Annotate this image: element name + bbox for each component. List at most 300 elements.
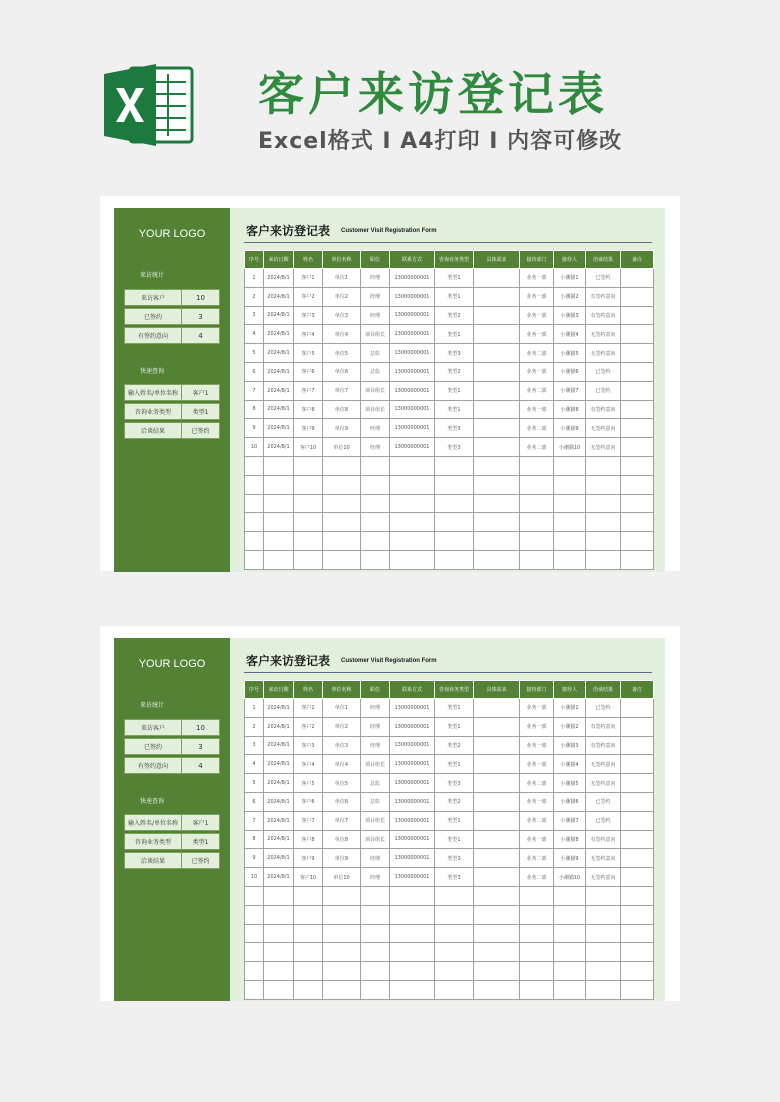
table-cell[interactable]: 业务一部 <box>520 287 554 306</box>
query-value[interactable]: 客户1 <box>182 384 220 401</box>
table-cell[interactable]: 2024/8/1 <box>264 736 294 755</box>
table-cell[interactable] <box>520 550 554 569</box>
table-cell[interactable]: 业务二部 <box>520 868 554 887</box>
table-cell[interactable] <box>621 980 654 999</box>
table-cell[interactable]: 单位8 <box>323 400 361 419</box>
table-cell[interactable]: 13000000001 <box>390 755 435 774</box>
table-cell[interactable]: 业务一部 <box>520 362 554 381</box>
table-cell[interactable]: 无签约意向 <box>586 774 621 793</box>
table-cell[interactable] <box>361 475 390 494</box>
table-cell[interactable]: 有签约意向 <box>586 736 621 755</box>
table-cell[interactable] <box>264 513 294 532</box>
table-cell[interactable]: 总监 <box>361 792 390 811</box>
table-cell[interactable] <box>621 792 654 811</box>
table-cell[interactable] <box>294 943 323 962</box>
table-cell[interactable]: 单位9 <box>323 419 361 438</box>
table-cell[interactable]: 13000000001 <box>390 438 435 457</box>
table-cell[interactable]: 2024/8/1 <box>264 755 294 774</box>
table-cell[interactable]: 13000000001 <box>390 287 435 306</box>
table-cell[interactable] <box>474 811 520 830</box>
table-cell[interactable] <box>474 980 520 999</box>
table-cell[interactable]: 3 <box>245 306 264 325</box>
table-cell[interactable] <box>294 886 323 905</box>
table-cell[interactable]: 类型1 <box>435 381 474 400</box>
table-cell[interactable] <box>435 980 474 999</box>
table-cell[interactable]: 客户8 <box>294 830 323 849</box>
table-cell[interactable] <box>520 886 554 905</box>
table-cell[interactable] <box>264 494 294 513</box>
table-cell[interactable] <box>294 962 323 981</box>
table-cell[interactable]: 10 <box>245 868 264 887</box>
table-cell[interactable] <box>586 475 621 494</box>
table-cell[interactable]: 13000000001 <box>390 736 435 755</box>
table-cell[interactable]: 1 <box>245 699 264 718</box>
table-cell[interactable] <box>474 962 520 981</box>
table-cell[interactable]: 小潮猫7 <box>554 811 586 830</box>
table-cell[interactable]: 客户1 <box>294 699 323 718</box>
table-cell[interactable]: 业务一部 <box>520 699 554 718</box>
table-cell[interactable]: 无签约意向 <box>586 344 621 363</box>
table-cell[interactable]: 已签约 <box>586 699 621 718</box>
table-cell[interactable] <box>474 494 520 513</box>
table-cell[interactable]: 总监 <box>361 344 390 363</box>
table-cell[interactable]: 13000000001 <box>390 792 435 811</box>
table-cell[interactable]: 单位3 <box>323 306 361 325</box>
table-cell[interactable]: 客户3 <box>294 736 323 755</box>
table-cell[interactable]: 项目组长 <box>361 400 390 419</box>
table-cell[interactable] <box>621 811 654 830</box>
table-cell[interactable] <box>435 494 474 513</box>
table-cell[interactable] <box>621 362 654 381</box>
table-cell[interactable] <box>435 886 474 905</box>
table-cell[interactable]: 业务一部 <box>520 325 554 344</box>
table-cell[interactable]: 2024/8/1 <box>264 400 294 419</box>
table-cell[interactable] <box>586 943 621 962</box>
table-cell[interactable] <box>390 532 435 551</box>
table-cell[interactable]: 客户2 <box>294 717 323 736</box>
table-cell[interactable] <box>264 532 294 551</box>
table-cell[interactable] <box>361 532 390 551</box>
table-cell[interactable]: 客户5 <box>294 774 323 793</box>
table-cell[interactable] <box>586 886 621 905</box>
table-cell[interactable]: 无签约意向 <box>586 849 621 868</box>
table-cell[interactable] <box>294 513 323 532</box>
table-cell[interactable]: 13000000001 <box>390 830 435 849</box>
table-cell[interactable] <box>474 943 520 962</box>
table-cell[interactable] <box>474 792 520 811</box>
table-cell[interactable]: 4 <box>245 755 264 774</box>
table-cell[interactable]: 客户9 <box>294 419 323 438</box>
table-cell[interactable] <box>264 550 294 569</box>
table-cell[interactable] <box>474 886 520 905</box>
table-cell[interactable] <box>323 980 361 999</box>
table-cell[interactable]: 业务二部 <box>520 438 554 457</box>
table-cell[interactable] <box>323 456 361 475</box>
table-cell[interactable] <box>520 494 554 513</box>
table-cell[interactable] <box>323 886 361 905</box>
table-cell[interactable] <box>294 924 323 943</box>
table-cell[interactable]: 小潮猫2 <box>554 287 586 306</box>
table-cell[interactable]: 已签约 <box>586 269 621 288</box>
table-cell[interactable] <box>586 550 621 569</box>
table-cell[interactable] <box>554 905 586 924</box>
table-cell[interactable] <box>245 905 264 924</box>
table-cell[interactable]: 13000000001 <box>390 381 435 400</box>
table-cell[interactable] <box>294 456 323 475</box>
table-cell[interactable] <box>361 924 390 943</box>
table-cell[interactable]: 有签约意向 <box>586 306 621 325</box>
table-cell[interactable]: 类型2 <box>435 792 474 811</box>
table-cell[interactable] <box>621 325 654 344</box>
table-cell[interactable]: 客户3 <box>294 306 323 325</box>
table-cell[interactable] <box>621 400 654 419</box>
table-cell[interactable]: 客户4 <box>294 755 323 774</box>
query-value[interactable]: 已签约 <box>182 852 220 869</box>
table-cell[interactable]: 6 <box>245 792 264 811</box>
table-cell[interactable] <box>323 924 361 943</box>
table-cell[interactable]: 单位6 <box>323 792 361 811</box>
table-cell[interactable] <box>554 924 586 943</box>
table-cell[interactable]: 2024/8/1 <box>264 699 294 718</box>
table-cell[interactable] <box>554 532 586 551</box>
table-cell[interactable]: 单位10 <box>323 438 361 457</box>
table-cell[interactable]: 小潮猫4 <box>554 325 586 344</box>
table-cell[interactable]: 总监 <box>361 774 390 793</box>
table-cell[interactable]: 项目组长 <box>361 325 390 344</box>
table-cell[interactable]: 小潮猫10 <box>554 438 586 457</box>
table-cell[interactable]: 7 <box>245 811 264 830</box>
table-cell[interactable]: 业务一部 <box>520 306 554 325</box>
table-cell[interactable]: 13000000001 <box>390 774 435 793</box>
table-cell[interactable]: 8 <box>245 400 264 419</box>
table-cell[interactable]: 2024/8/1 <box>264 868 294 887</box>
table-cell[interactable]: 类型1 <box>435 830 474 849</box>
table-cell[interactable] <box>245 513 264 532</box>
table-cell[interactable] <box>245 494 264 513</box>
table-cell[interactable]: 单位5 <box>323 774 361 793</box>
table-cell[interactable] <box>586 924 621 943</box>
table-cell[interactable] <box>435 962 474 981</box>
table-cell[interactable]: 小潮猫9 <box>554 849 586 868</box>
table-cell[interactable]: 9 <box>245 849 264 868</box>
table-cell[interactable] <box>586 532 621 551</box>
table-cell[interactable]: 13000000001 <box>390 811 435 830</box>
table-cell[interactable]: 单位3 <box>323 736 361 755</box>
table-cell[interactable]: 13000000001 <box>390 344 435 363</box>
table-cell[interactable] <box>621 550 654 569</box>
table-cell[interactable]: 类型1 <box>435 269 474 288</box>
table-cell[interactable]: 无签约意向 <box>586 755 621 774</box>
table-cell[interactable] <box>264 456 294 475</box>
table-cell[interactable]: 业务二部 <box>520 774 554 793</box>
table-cell[interactable]: 经理 <box>361 868 390 887</box>
table-cell[interactable]: 类型1 <box>435 717 474 736</box>
table-cell[interactable] <box>621 849 654 868</box>
table-cell[interactable]: 经理 <box>361 438 390 457</box>
table-cell[interactable] <box>361 905 390 924</box>
table-cell[interactable] <box>554 943 586 962</box>
table-cell[interactable] <box>474 699 520 718</box>
query-value[interactable]: 类型1 <box>182 833 220 850</box>
table-cell[interactable] <box>621 269 654 288</box>
table-cell[interactable] <box>294 532 323 551</box>
table-cell[interactable] <box>294 494 323 513</box>
table-cell[interactable] <box>621 381 654 400</box>
table-cell[interactable]: 2024/8/1 <box>264 419 294 438</box>
table-cell[interactable]: 13000000001 <box>390 306 435 325</box>
table-cell[interactable]: 业务二部 <box>520 811 554 830</box>
table-cell[interactable]: 小潮猫4 <box>554 755 586 774</box>
table-cell[interactable] <box>520 924 554 943</box>
table-cell[interactable]: 单位10 <box>323 868 361 887</box>
table-cell[interactable] <box>554 475 586 494</box>
table-cell[interactable] <box>621 774 654 793</box>
table-cell[interactable] <box>245 924 264 943</box>
table-cell[interactable] <box>621 943 654 962</box>
table-cell[interactable] <box>264 924 294 943</box>
table-cell[interactable]: 项目组长 <box>361 381 390 400</box>
table-cell[interactable]: 有签约意向 <box>586 400 621 419</box>
table-cell[interactable] <box>323 475 361 494</box>
table-cell[interactable]: 业务二部 <box>520 381 554 400</box>
table-cell[interactable] <box>294 475 323 494</box>
table-cell[interactable] <box>554 962 586 981</box>
table-cell[interactable]: 单位2 <box>323 287 361 306</box>
table-cell[interactable] <box>264 905 294 924</box>
table-cell[interactable] <box>474 774 520 793</box>
table-cell[interactable] <box>323 494 361 513</box>
table-cell[interactable] <box>474 755 520 774</box>
table-cell[interactable] <box>474 325 520 344</box>
table-cell[interactable]: 类型2 <box>435 362 474 381</box>
table-cell[interactable]: 2024/8/1 <box>264 811 294 830</box>
table-cell[interactable] <box>621 830 654 849</box>
table-cell[interactable] <box>520 532 554 551</box>
table-cell[interactable]: 13000000001 <box>390 325 435 344</box>
table-cell[interactable]: 类型1 <box>435 699 474 718</box>
table-cell[interactable]: 小潮猫7 <box>554 381 586 400</box>
table-cell[interactable] <box>264 475 294 494</box>
table-cell[interactable]: 已签约 <box>586 381 621 400</box>
table-cell[interactable] <box>554 494 586 513</box>
table-cell[interactable] <box>390 886 435 905</box>
table-cell[interactable]: 类型3 <box>435 774 474 793</box>
table-cell[interactable] <box>586 494 621 513</box>
table-cell[interactable]: 客户9 <box>294 849 323 868</box>
table-cell[interactable] <box>474 475 520 494</box>
table-cell[interactable] <box>621 699 654 718</box>
table-cell[interactable]: 无签约意向 <box>586 868 621 887</box>
table-cell[interactable]: 客户6 <box>294 792 323 811</box>
table-cell[interactable]: 小潮猫1 <box>554 269 586 288</box>
table-cell[interactable]: 13000000001 <box>390 849 435 868</box>
table-cell[interactable] <box>390 494 435 513</box>
table-cell[interactable] <box>390 905 435 924</box>
table-cell[interactable] <box>435 532 474 551</box>
table-cell[interactable]: 13000000001 <box>390 699 435 718</box>
table-cell[interactable] <box>245 943 264 962</box>
table-cell[interactable]: 单位6 <box>323 362 361 381</box>
table-cell[interactable]: 9 <box>245 419 264 438</box>
table-cell[interactable]: 项目组长 <box>361 830 390 849</box>
table-cell[interactable]: 客户4 <box>294 325 323 344</box>
table-cell[interactable]: 客户7 <box>294 811 323 830</box>
table-cell[interactable] <box>361 980 390 999</box>
table-cell[interactable]: 类型1 <box>435 811 474 830</box>
table-cell[interactable]: 无签约意向 <box>586 325 621 344</box>
table-cell[interactable]: 经理 <box>361 717 390 736</box>
table-cell[interactable]: 业务一部 <box>520 736 554 755</box>
table-cell[interactable]: 单位5 <box>323 344 361 363</box>
table-cell[interactable]: 小潮猫9 <box>554 419 586 438</box>
table-cell[interactable] <box>323 550 361 569</box>
table-cell[interactable] <box>474 344 520 363</box>
table-cell[interactable]: 13000000001 <box>390 400 435 419</box>
table-cell[interactable]: 类型1 <box>435 755 474 774</box>
table-cell[interactable] <box>554 980 586 999</box>
table-cell[interactable]: 客户1 <box>294 269 323 288</box>
table-cell[interactable]: 小潮猫5 <box>554 344 586 363</box>
table-cell[interactable]: 类型3 <box>435 419 474 438</box>
table-cell[interactable]: 经理 <box>361 306 390 325</box>
table-cell[interactable]: 13000000001 <box>390 419 435 438</box>
table-cell[interactable] <box>474 419 520 438</box>
table-cell[interactable] <box>474 849 520 868</box>
table-cell[interactable] <box>621 736 654 755</box>
table-cell[interactable] <box>390 943 435 962</box>
table-cell[interactable]: 类型3 <box>435 868 474 887</box>
table-cell[interactable] <box>323 962 361 981</box>
table-cell[interactable]: 类型1 <box>435 325 474 344</box>
table-cell[interactable] <box>621 868 654 887</box>
table-cell[interactable] <box>474 438 520 457</box>
table-cell[interactable] <box>361 494 390 513</box>
table-cell[interactable]: 类型3 <box>435 849 474 868</box>
table-cell[interactable] <box>361 513 390 532</box>
table-cell[interactable] <box>245 962 264 981</box>
table-cell[interactable] <box>245 456 264 475</box>
table-cell[interactable]: 类型2 <box>435 306 474 325</box>
table-cell[interactable]: 13000000001 <box>390 868 435 887</box>
table-cell[interactable]: 2024/8/1 <box>264 287 294 306</box>
table-cell[interactable] <box>435 475 474 494</box>
table-cell[interactable] <box>323 532 361 551</box>
table-cell[interactable]: 有签约意向 <box>586 830 621 849</box>
table-cell[interactable] <box>361 962 390 981</box>
table-cell[interactable]: 13000000001 <box>390 362 435 381</box>
table-cell[interactable]: 单位7 <box>323 381 361 400</box>
table-cell[interactable]: 小潮猫6 <box>554 792 586 811</box>
table-cell[interactable] <box>435 924 474 943</box>
table-cell[interactable]: 类型1 <box>435 287 474 306</box>
table-cell[interactable]: 单位7 <box>323 811 361 830</box>
table-cell[interactable]: 有签约意向 <box>586 717 621 736</box>
table-cell[interactable] <box>245 550 264 569</box>
table-cell[interactable]: 2024/8/1 <box>264 325 294 344</box>
table-cell[interactable] <box>390 456 435 475</box>
table-cell[interactable]: 客户7 <box>294 381 323 400</box>
table-cell[interactable] <box>264 886 294 905</box>
table-cell[interactable]: 单位4 <box>323 755 361 774</box>
table-cell[interactable] <box>245 980 264 999</box>
table-cell[interactable] <box>474 513 520 532</box>
table-cell[interactable]: 业务二部 <box>520 344 554 363</box>
table-cell[interactable]: 2024/8/1 <box>264 381 294 400</box>
table-cell[interactable]: 业务一部 <box>520 269 554 288</box>
table-cell[interactable] <box>554 513 586 532</box>
table-cell[interactable]: 客户10 <box>294 438 323 457</box>
table-cell[interactable] <box>474 269 520 288</box>
table-cell[interactable] <box>264 962 294 981</box>
table-cell[interactable] <box>621 513 654 532</box>
table-cell[interactable]: 小潮猫10 <box>554 868 586 887</box>
table-cell[interactable] <box>294 980 323 999</box>
table-cell[interactable] <box>554 456 586 475</box>
table-cell[interactable]: 业务二部 <box>520 849 554 868</box>
table-cell[interactable]: 已签约 <box>586 792 621 811</box>
table-cell[interactable] <box>294 550 323 569</box>
table-cell[interactable]: 小潮猫5 <box>554 774 586 793</box>
table-cell[interactable] <box>264 980 294 999</box>
table-cell[interactable]: 有签约意向 <box>586 287 621 306</box>
table-cell[interactable]: 2024/8/1 <box>264 438 294 457</box>
table-cell[interactable]: 6 <box>245 362 264 381</box>
table-cell[interactable]: 无签约意向 <box>586 438 621 457</box>
table-cell[interactable] <box>323 943 361 962</box>
table-cell[interactable]: 类型3 <box>435 438 474 457</box>
table-cell[interactable]: 1 <box>245 269 264 288</box>
table-cell[interactable] <box>435 513 474 532</box>
table-cell[interactable] <box>621 755 654 774</box>
table-cell[interactable] <box>586 456 621 475</box>
table-cell[interactable] <box>474 717 520 736</box>
table-cell[interactable] <box>390 962 435 981</box>
table-cell[interactable] <box>621 287 654 306</box>
table-cell[interactable]: 2024/8/1 <box>264 344 294 363</box>
table-cell[interactable] <box>361 456 390 475</box>
table-cell[interactable]: 8 <box>245 830 264 849</box>
table-cell[interactable]: 类型3 <box>435 344 474 363</box>
table-cell[interactable] <box>323 513 361 532</box>
table-cell[interactable] <box>435 456 474 475</box>
table-cell[interactable] <box>621 438 654 457</box>
table-cell[interactable]: 2024/8/1 <box>264 849 294 868</box>
table-cell[interactable]: 已签约 <box>586 362 621 381</box>
table-cell[interactable]: 经理 <box>361 699 390 718</box>
table-cell[interactable]: 总监 <box>361 362 390 381</box>
table-cell[interactable]: 13000000001 <box>390 269 435 288</box>
table-cell[interactable] <box>621 717 654 736</box>
table-cell[interactable]: 客户2 <box>294 287 323 306</box>
table-cell[interactable] <box>520 962 554 981</box>
table-cell[interactable]: 13000000001 <box>390 717 435 736</box>
table-cell[interactable] <box>390 980 435 999</box>
table-cell[interactable] <box>474 306 520 325</box>
table-cell[interactable] <box>621 962 654 981</box>
table-cell[interactable] <box>586 513 621 532</box>
table-cell[interactable] <box>520 456 554 475</box>
table-cell[interactable] <box>621 532 654 551</box>
table-cell[interactable]: 类型1 <box>435 400 474 419</box>
table-cell[interactable]: 2 <box>245 717 264 736</box>
table-cell[interactable] <box>621 344 654 363</box>
table-cell[interactable] <box>520 943 554 962</box>
table-cell[interactable]: 已签约 <box>586 811 621 830</box>
table-cell[interactable]: 2024/8/1 <box>264 830 294 849</box>
table-cell[interactable] <box>474 287 520 306</box>
table-cell[interactable] <box>621 924 654 943</box>
table-cell[interactable] <box>245 532 264 551</box>
